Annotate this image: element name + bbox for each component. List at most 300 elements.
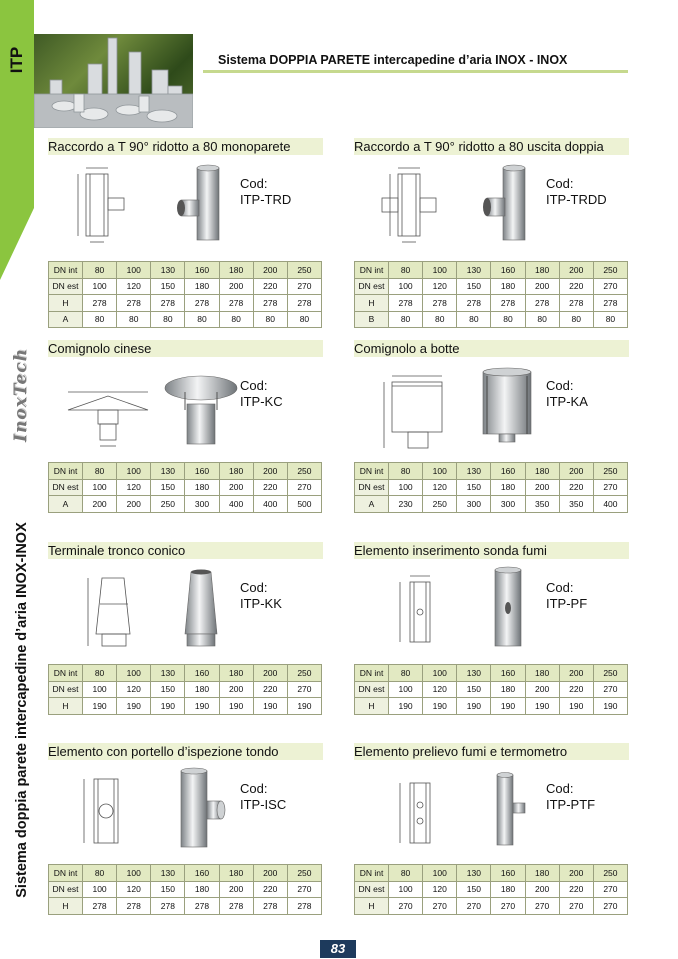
table-row: [355, 898, 628, 915]
section-tab-label: ITP: [7, 46, 26, 74]
table-cell: 120: [117, 681, 151, 698]
table-cell: 80: [185, 311, 219, 328]
table-cell: 190: [593, 698, 627, 715]
table-cell: 150: [151, 479, 185, 496]
table-cell: 200: [253, 262, 287, 279]
table-cell: 120: [423, 479, 457, 496]
table-row: [355, 496, 628, 513]
table-cell: H: [355, 898, 389, 915]
table-row: [49, 898, 322, 915]
table-cell: 180: [219, 665, 253, 682]
table-cell: 220: [253, 278, 287, 295]
table-cell: 190: [253, 698, 287, 715]
table-cell: 300: [491, 496, 525, 513]
code-value: ITP-KK: [240, 596, 282, 611]
table-row: [355, 479, 628, 496]
table-cell: 150: [457, 881, 491, 898]
table-row: [355, 278, 628, 295]
table-cell: 160: [185, 463, 219, 480]
spec-table: [48, 664, 322, 715]
table-cell: 100: [389, 479, 423, 496]
table-cell: 120: [117, 881, 151, 898]
table-cell: 270: [457, 898, 491, 915]
table-cell: 270: [593, 681, 627, 698]
table-cell: 180: [185, 681, 219, 698]
table-row: [49, 278, 322, 295]
table-cell: A: [49, 496, 83, 513]
table-cell: DN int: [355, 665, 389, 682]
product-title: Comignolo cinese: [48, 341, 152, 356]
table-cell: 150: [151, 278, 185, 295]
table-cell: DN est: [355, 278, 389, 295]
product-photo: [163, 564, 238, 652]
table-cell: 100: [423, 865, 457, 882]
table-cell: 250: [287, 665, 321, 682]
table-cell: 278: [185, 898, 219, 915]
spec-table: [354, 261, 628, 328]
table-cell: 400: [593, 496, 627, 513]
table-cell: 270: [525, 898, 559, 915]
table-cell: 100: [83, 881, 117, 898]
table-cell: 250: [593, 865, 627, 882]
table-cell: 130: [457, 665, 491, 682]
table-cell: 200: [253, 463, 287, 480]
table-cell: 80: [83, 311, 117, 328]
product-photo: [163, 362, 238, 450]
table-cell: 270: [287, 881, 321, 898]
table-row: [355, 262, 628, 279]
table-cell: 200: [219, 681, 253, 698]
table-cell: 270: [593, 881, 627, 898]
table-cell: 130: [151, 865, 185, 882]
table-cell: 200: [219, 479, 253, 496]
table-cell: 270: [287, 681, 321, 698]
table-cell: 130: [457, 262, 491, 279]
table-cell: 180: [525, 665, 559, 682]
table-cell: 80: [287, 311, 321, 328]
table-cell: 160: [185, 262, 219, 279]
table-cell: A: [355, 496, 389, 513]
table-cell: DN est: [355, 681, 389, 698]
table-cell: 270: [287, 479, 321, 496]
table-cell: 100: [83, 479, 117, 496]
table-cell: 180: [219, 865, 253, 882]
table-cell: DN est: [355, 881, 389, 898]
product-code: [240, 781, 286, 813]
table-cell: 130: [151, 262, 185, 279]
table-row: [49, 311, 322, 328]
table-cell: 80: [559, 311, 593, 328]
code-value: ITP-ISC: [240, 797, 287, 812]
table-cell: 190: [287, 698, 321, 715]
table-cell: 278: [491, 295, 525, 312]
table-cell: 160: [491, 665, 525, 682]
table-cell: DN est: [49, 278, 83, 295]
table-cell: 270: [491, 898, 525, 915]
table-row: [49, 479, 322, 496]
table-cell: 278: [151, 898, 185, 915]
table-cell: 180: [491, 881, 525, 898]
spec-table: [48, 261, 322, 328]
table-cell: DN int: [49, 262, 83, 279]
table-cell: 278: [117, 898, 151, 915]
table-cell: 80: [83, 463, 117, 480]
table-cell: DN int: [355, 865, 389, 882]
table-cell: 278: [389, 295, 423, 312]
table-cell: 278: [83, 898, 117, 915]
table-cell: 120: [423, 278, 457, 295]
table-cell: 180: [491, 278, 525, 295]
table-cell: 180: [219, 463, 253, 480]
technical-drawing: [364, 765, 464, 853]
table-cell: 200: [117, 496, 151, 513]
table-cell: 250: [423, 496, 457, 513]
table-cell: DN int: [355, 463, 389, 480]
product-code: [240, 580, 282, 612]
table-cell: 80: [151, 311, 185, 328]
table-row: [355, 681, 628, 698]
table-cell: 200: [559, 262, 593, 279]
table-cell: 120: [117, 278, 151, 295]
table-cell: 80: [457, 311, 491, 328]
table-cell: A: [49, 311, 83, 328]
table-cell: 278: [525, 295, 559, 312]
table-cell: 80: [389, 665, 423, 682]
table-cell: 250: [151, 496, 185, 513]
table-cell: 278: [423, 295, 457, 312]
code-value: ITP-TRDD: [546, 192, 607, 207]
table-cell: 100: [83, 681, 117, 698]
table-cell: 80: [593, 311, 627, 328]
code-value: ITP-PTF: [546, 797, 596, 812]
table-cell: 200: [219, 278, 253, 295]
table-cell: 270: [423, 898, 457, 915]
table-cell: DN est: [49, 479, 83, 496]
product-title: Raccordo a T 90° ridotto a 80 uscita doppia: [354, 139, 604, 154]
table-cell: 150: [457, 681, 491, 698]
table-cell: 180: [185, 881, 219, 898]
table-cell: 278: [185, 295, 219, 312]
product-code: [546, 176, 607, 208]
table-cell: 190: [559, 698, 593, 715]
table-cell: 250: [287, 262, 321, 279]
product-title: Elemento inserimento sonda fumi: [354, 543, 547, 558]
table-cell: 100: [389, 681, 423, 698]
table-cell: 278: [287, 898, 321, 915]
product-code: [546, 378, 588, 410]
table-cell: 100: [389, 881, 423, 898]
table-cell: 190: [151, 698, 185, 715]
table-cell: 120: [423, 881, 457, 898]
table-cell: 200: [525, 881, 559, 898]
table-cell: 180: [185, 479, 219, 496]
table-cell: 200: [253, 865, 287, 882]
table-row: [49, 262, 322, 279]
table-row: [49, 295, 322, 312]
product-photo: [469, 564, 544, 652]
table-cell: 180: [525, 865, 559, 882]
table-cell: 80: [253, 311, 287, 328]
table-cell: 400: [219, 496, 253, 513]
table-cell: 100: [117, 463, 151, 480]
table-cell: 270: [287, 278, 321, 295]
table-cell: 130: [457, 463, 491, 480]
table-cell: 220: [253, 681, 287, 698]
table-cell: 160: [491, 865, 525, 882]
product-title: Terminale tronco conico: [48, 543, 186, 558]
code-value: ITP-PF: [546, 596, 588, 611]
technical-drawing: [58, 564, 158, 652]
table-cell: 150: [151, 881, 185, 898]
table-cell: 278: [253, 295, 287, 312]
table-cell: 278: [219, 295, 253, 312]
table-cell: H: [355, 698, 389, 715]
table-cell: 200: [219, 881, 253, 898]
table-cell: 220: [253, 881, 287, 898]
table-cell: 100: [83, 278, 117, 295]
product-photo: [469, 362, 544, 450]
table-cell: 278: [457, 295, 491, 312]
code-label: Cod:: [546, 580, 574, 595]
table-cell: 270: [593, 479, 627, 496]
table-cell: 220: [559, 881, 593, 898]
code-label: Cod:: [546, 176, 574, 191]
table-row: [49, 681, 322, 698]
table-cell: DN est: [49, 681, 83, 698]
product-code: [546, 580, 587, 612]
table-cell: 278: [117, 295, 151, 312]
product-code: [240, 176, 291, 208]
table-cell: 100: [423, 665, 457, 682]
product-title: Elemento prelievo fumi e termometro: [354, 744, 568, 759]
table-cell: 278: [219, 898, 253, 915]
table-cell: 200: [525, 681, 559, 698]
table-cell: 80: [117, 311, 151, 328]
table-cell: 190: [117, 698, 151, 715]
code-label: Cod:: [546, 378, 574, 393]
table-cell: 200: [525, 479, 559, 496]
table-cell: DN int: [49, 865, 83, 882]
table-cell: 180: [185, 278, 219, 295]
table-cell: H: [49, 898, 83, 915]
table-cell: 350: [559, 496, 593, 513]
table-cell: 100: [117, 865, 151, 882]
table-cell: 80: [491, 311, 525, 328]
table-cell: 250: [593, 665, 627, 682]
technical-drawing: [364, 362, 464, 450]
table-cell: 80: [83, 665, 117, 682]
table-cell: 150: [457, 278, 491, 295]
table-cell: 270: [559, 898, 593, 915]
table-cell: H: [49, 698, 83, 715]
table-cell: 190: [491, 698, 525, 715]
table-cell: 80: [83, 865, 117, 882]
product-code: [240, 378, 283, 410]
code-label: Cod:: [240, 781, 268, 796]
table-cell: 180: [491, 479, 525, 496]
table-cell: 100: [423, 463, 457, 480]
table-cell: 190: [457, 698, 491, 715]
page-title: Sistema DOPPIA PARETE intercapedine d’aria INOX - INOX: [218, 53, 568, 67]
table-cell: 190: [423, 698, 457, 715]
code-label: Cod:: [240, 580, 268, 595]
table-cell: 100: [389, 278, 423, 295]
technical-drawing: [364, 564, 464, 652]
table-cell: 250: [593, 463, 627, 480]
product-photo: [163, 160, 238, 248]
header-rule: [203, 70, 628, 73]
table-cell: 160: [185, 665, 219, 682]
header-product-photo: [34, 34, 193, 128]
spec-table: [48, 462, 322, 513]
table-cell: 278: [83, 295, 117, 312]
technical-drawing: [58, 362, 158, 450]
table-cell: 120: [423, 681, 457, 698]
product-photo: [469, 160, 544, 248]
table-cell: 500: [287, 496, 321, 513]
table-cell: 350: [525, 496, 559, 513]
table-cell: 180: [525, 262, 559, 279]
table-row: [49, 463, 322, 480]
table-cell: 80: [389, 262, 423, 279]
table-cell: 230: [389, 496, 423, 513]
table-cell: 220: [559, 479, 593, 496]
table-cell: 278: [593, 295, 627, 312]
table-cell: 100: [423, 262, 457, 279]
table-cell: 200: [559, 463, 593, 480]
table-cell: 80: [219, 311, 253, 328]
product-photo: [163, 765, 238, 853]
table-cell: DN est: [49, 881, 83, 898]
table-row: [355, 865, 628, 882]
table-cell: 160: [185, 865, 219, 882]
table-cell: 80: [389, 311, 423, 328]
table-row: [355, 295, 628, 312]
table-row: [355, 311, 628, 328]
section-tab: [6, 40, 28, 80]
product-title: Comignolo a botte: [354, 341, 460, 356]
code-value: ITP-TRD: [240, 192, 292, 207]
code-value: ITP-KC: [240, 394, 283, 409]
table-cell: 220: [559, 278, 593, 295]
spec-table: [354, 664, 628, 715]
table-cell: 80: [389, 865, 423, 882]
table-cell: 130: [151, 463, 185, 480]
table-cell: 160: [491, 463, 525, 480]
table-cell: 190: [219, 698, 253, 715]
table-cell: 80: [389, 463, 423, 480]
table-cell: 220: [559, 681, 593, 698]
table-cell: 120: [117, 479, 151, 496]
vertical-section-title: [10, 522, 34, 898]
product-title: Raccordo a T 90° ridotto a 80 monoparete: [48, 139, 291, 154]
table-row: [355, 463, 628, 480]
brand-logo: [8, 345, 34, 445]
code-label: Cod:: [240, 176, 268, 191]
table-cell: 278: [151, 295, 185, 312]
table-cell: 250: [593, 262, 627, 279]
table-cell: 250: [287, 463, 321, 480]
table-cell: 180: [525, 463, 559, 480]
table-row: [49, 665, 322, 682]
table-cell: 200: [83, 496, 117, 513]
table-cell: 160: [491, 262, 525, 279]
table-cell: DN int: [49, 665, 83, 682]
table-cell: 80: [525, 311, 559, 328]
table-cell: 150: [151, 681, 185, 698]
table-cell: H: [355, 295, 389, 312]
table-cell: 278: [253, 898, 287, 915]
table-cell: 150: [457, 479, 491, 496]
table-cell: 80: [83, 262, 117, 279]
spec-table: [354, 462, 628, 513]
table-row: [49, 881, 322, 898]
table-cell: 190: [525, 698, 559, 715]
product-title: Elemento con portello d’ispezione tondo: [48, 744, 279, 759]
page-number: 83: [320, 940, 356, 958]
product-photo: [469, 765, 544, 853]
table-cell: 270: [389, 898, 423, 915]
table-row: [355, 881, 628, 898]
vertical-section-title-text: Sistema doppia parete intercapedine d’aria INOX-INOX: [14, 522, 30, 898]
table-row: [49, 698, 322, 715]
table-cell: 130: [151, 665, 185, 682]
table-cell: 400: [253, 496, 287, 513]
table-cell: 300: [457, 496, 491, 513]
table-cell: 180: [491, 681, 525, 698]
table-cell: DN int: [49, 463, 83, 480]
code-value: ITP-KA: [546, 394, 588, 409]
technical-drawing: [58, 765, 158, 853]
table-cell: 190: [185, 698, 219, 715]
table-cell: 200: [559, 865, 593, 882]
table-cell: 270: [593, 898, 627, 915]
table-cell: 250: [287, 865, 321, 882]
table-cell: 220: [253, 479, 287, 496]
code-label: Cod:: [546, 781, 574, 796]
table-cell: DN est: [355, 479, 389, 496]
table-cell: 190: [83, 698, 117, 715]
technical-drawing: [364, 160, 464, 248]
table-cell: 278: [287, 295, 321, 312]
table-row: [355, 698, 628, 715]
table-cell: 200: [253, 665, 287, 682]
table-cell: 300: [185, 496, 219, 513]
technical-drawing: [58, 160, 158, 248]
code-label: Cod:: [240, 378, 268, 393]
table-cell: 130: [457, 865, 491, 882]
table-cell: 200: [559, 665, 593, 682]
table-cell: DN int: [355, 262, 389, 279]
table-cell: 180: [219, 262, 253, 279]
spec-table: [48, 864, 322, 915]
table-cell: 270: [593, 278, 627, 295]
table-row: [355, 665, 628, 682]
table-cell: 200: [525, 278, 559, 295]
table-cell: 100: [117, 262, 151, 279]
table-cell: H: [49, 295, 83, 312]
spec-table: [354, 864, 628, 915]
table-cell: 80: [423, 311, 457, 328]
table-cell: B: [355, 311, 389, 328]
table-cell: 190: [389, 698, 423, 715]
table-row: [49, 865, 322, 882]
table-cell: 278: [559, 295, 593, 312]
table-row: [49, 496, 322, 513]
product-code: [546, 781, 595, 813]
table-cell: 100: [117, 665, 151, 682]
brand-logo-text: InoxTech: [11, 347, 31, 443]
